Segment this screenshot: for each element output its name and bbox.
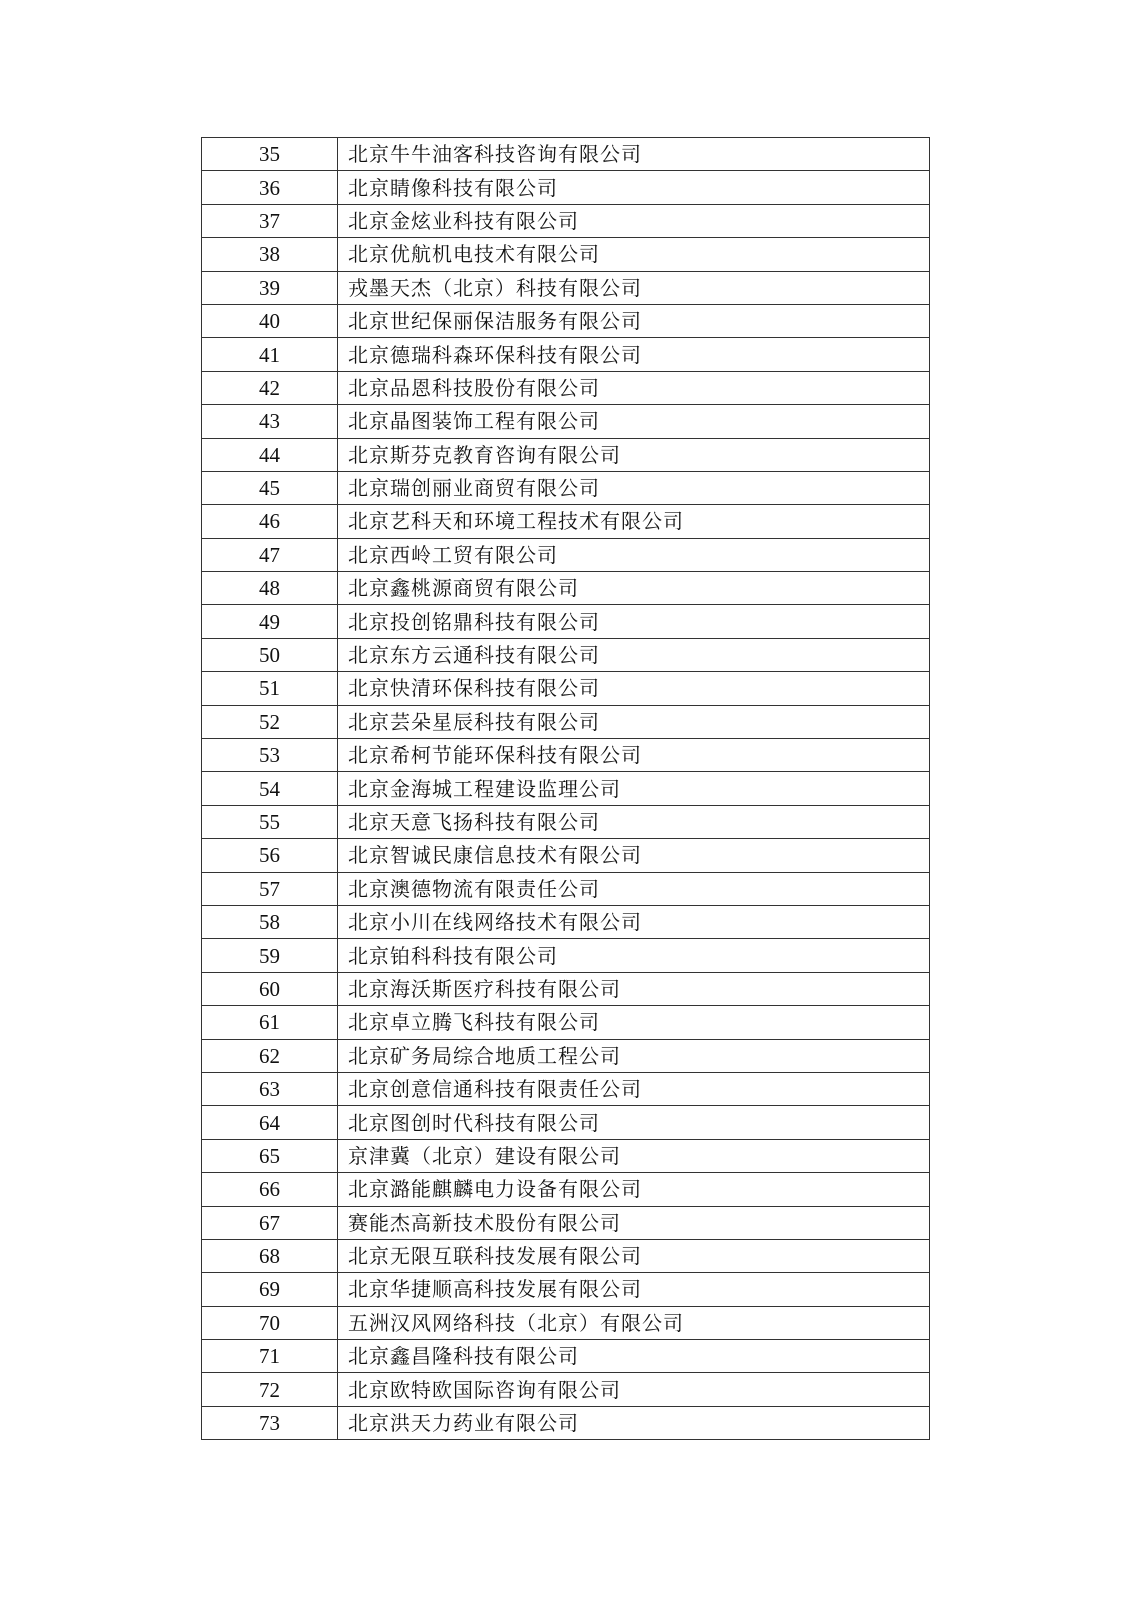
company-name: 北京金炫业科技有限公司 <box>338 204 930 237</box>
row-number: 56 <box>202 839 338 872</box>
table-row <box>202 471 930 504</box>
row-number: 42 <box>202 371 338 404</box>
table-row <box>202 1306 930 1339</box>
company-name: 北京睛像科技有限公司 <box>338 171 930 204</box>
row-number: 51 <box>202 672 338 705</box>
table-row <box>202 1173 930 1206</box>
company-name: 北京无限互联科技发展有限公司 <box>338 1239 930 1272</box>
company-name: 北京图创时代科技有限公司 <box>338 1106 930 1139</box>
row-number: 68 <box>202 1239 338 1272</box>
table-row <box>202 972 930 1005</box>
row-number: 60 <box>202 972 338 1005</box>
table-row <box>202 605 930 638</box>
company-name: 五洲汉风网络科技（北京）有限公司 <box>338 1306 930 1339</box>
row-number: 67 <box>202 1206 338 1239</box>
table-row <box>202 1106 930 1139</box>
row-number: 64 <box>202 1106 338 1139</box>
table-row <box>202 438 930 471</box>
table-row <box>202 739 930 772</box>
company-name: 北京鑫昌隆科技有限公司 <box>338 1340 930 1373</box>
company-name: 北京小川在线网络技术有限公司 <box>338 905 930 938</box>
company-name: 北京华捷顺高科技发展有限公司 <box>338 1273 930 1306</box>
table-row <box>202 839 930 872</box>
company-name: 北京优航机电技术有限公司 <box>338 238 930 271</box>
table-row <box>202 772 930 805</box>
company-name: 北京澳德物流有限责任公司 <box>338 872 930 905</box>
row-number: 73 <box>202 1406 338 1439</box>
table-row <box>202 1206 930 1239</box>
row-number: 40 <box>202 304 338 337</box>
table-row <box>202 1072 930 1105</box>
row-number: 45 <box>202 471 338 504</box>
company-name: 北京海沃斯医疗科技有限公司 <box>338 972 930 1005</box>
company-name: 北京芸朵星辰科技有限公司 <box>338 705 930 738</box>
table-row <box>202 238 930 271</box>
company-name: 北京智诚民康信息技术有限公司 <box>338 839 930 872</box>
row-number: 63 <box>202 1072 338 1105</box>
company-name: 北京铂科科技有限公司 <box>338 939 930 972</box>
row-number: 50 <box>202 638 338 671</box>
row-number: 72 <box>202 1373 338 1406</box>
company-name: 北京德瑞科森环保科技有限公司 <box>338 338 930 371</box>
row-number: 36 <box>202 171 338 204</box>
row-number: 62 <box>202 1039 338 1072</box>
company-name: 北京潞能麒麟电力设备有限公司 <box>338 1173 930 1206</box>
table-row <box>202 705 930 738</box>
table-row <box>202 338 930 371</box>
row-number: 70 <box>202 1306 338 1339</box>
table-row <box>202 905 930 938</box>
company-name: 北京晶图装饰工程有限公司 <box>338 405 930 438</box>
table-row <box>202 138 930 171</box>
table-row <box>202 171 930 204</box>
table-row <box>202 1273 930 1306</box>
table-row <box>202 1239 930 1272</box>
company-name: 赛能杰高新技术股份有限公司 <box>338 1206 930 1239</box>
row-number: 49 <box>202 605 338 638</box>
company-name: 北京西岭工贸有限公司 <box>338 538 930 571</box>
company-name: 北京投创铭鼎科技有限公司 <box>338 605 930 638</box>
row-number: 38 <box>202 238 338 271</box>
row-number: 52 <box>202 705 338 738</box>
table-row <box>202 572 930 605</box>
company-name: 北京世纪保丽保洁服务有限公司 <box>338 304 930 337</box>
company-name: 北京快清环保科技有限公司 <box>338 672 930 705</box>
company-name: 北京希柯节能环保科技有限公司 <box>338 739 930 772</box>
row-number: 35 <box>202 138 338 171</box>
row-number: 37 <box>202 204 338 237</box>
company-list-table <box>201 137 930 1440</box>
table-row <box>202 1006 930 1039</box>
company-name: 北京斯芬克教育咨询有限公司 <box>338 438 930 471</box>
table-row <box>202 939 930 972</box>
row-number: 58 <box>202 905 338 938</box>
company-name: 北京创意信通科技有限责任公司 <box>338 1072 930 1105</box>
table-row <box>202 371 930 404</box>
row-number: 55 <box>202 805 338 838</box>
table-row <box>202 1406 930 1439</box>
company-name: 北京欧特欧国际咨询有限公司 <box>338 1373 930 1406</box>
row-number: 71 <box>202 1340 338 1373</box>
row-number: 53 <box>202 739 338 772</box>
company-name: 京津冀（北京）建设有限公司 <box>338 1139 930 1172</box>
table-row <box>202 405 930 438</box>
company-name: 北京矿务局综合地质工程公司 <box>338 1039 930 1072</box>
row-number: 57 <box>202 872 338 905</box>
table-row <box>202 1039 930 1072</box>
company-name: 北京牛牛油客科技咨询有限公司 <box>338 138 930 171</box>
company-name: 北京天意飞扬科技有限公司 <box>338 805 930 838</box>
table-row <box>202 805 930 838</box>
table-row <box>202 672 930 705</box>
company-name: 北京艺科天和环境工程技术有限公司 <box>338 505 930 538</box>
company-name: 北京东方云通科技有限公司 <box>338 638 930 671</box>
table-row <box>202 1139 930 1172</box>
row-number: 54 <box>202 772 338 805</box>
row-number: 43 <box>202 405 338 438</box>
company-name: 北京鑫桃源商贸有限公司 <box>338 572 930 605</box>
company-name: 戎墨天杰（北京）科技有限公司 <box>338 271 930 304</box>
company-name: 北京卓立腾飞科技有限公司 <box>338 1006 930 1039</box>
row-number: 48 <box>202 572 338 605</box>
company-name: 北京瑞创丽业商贸有限公司 <box>338 471 930 504</box>
row-number: 65 <box>202 1139 338 1172</box>
table-row <box>202 538 930 571</box>
row-number: 69 <box>202 1273 338 1306</box>
row-number: 39 <box>202 271 338 304</box>
table-row <box>202 872 930 905</box>
row-number: 61 <box>202 1006 338 1039</box>
table-row <box>202 505 930 538</box>
table-row <box>202 1373 930 1406</box>
row-number: 44 <box>202 438 338 471</box>
row-number: 46 <box>202 505 338 538</box>
company-name: 北京洪天力药业有限公司 <box>338 1406 930 1439</box>
table-row <box>202 304 930 337</box>
row-number: 41 <box>202 338 338 371</box>
table-body <box>202 138 930 1440</box>
table-row <box>202 1340 930 1373</box>
row-number: 66 <box>202 1173 338 1206</box>
row-number: 59 <box>202 939 338 972</box>
company-name: 北京品恩科技股份有限公司 <box>338 371 930 404</box>
table-row <box>202 638 930 671</box>
table-row <box>202 204 930 237</box>
table-row <box>202 271 930 304</box>
row-number: 47 <box>202 538 338 571</box>
company-name: 北京金海城工程建设监理公司 <box>338 772 930 805</box>
